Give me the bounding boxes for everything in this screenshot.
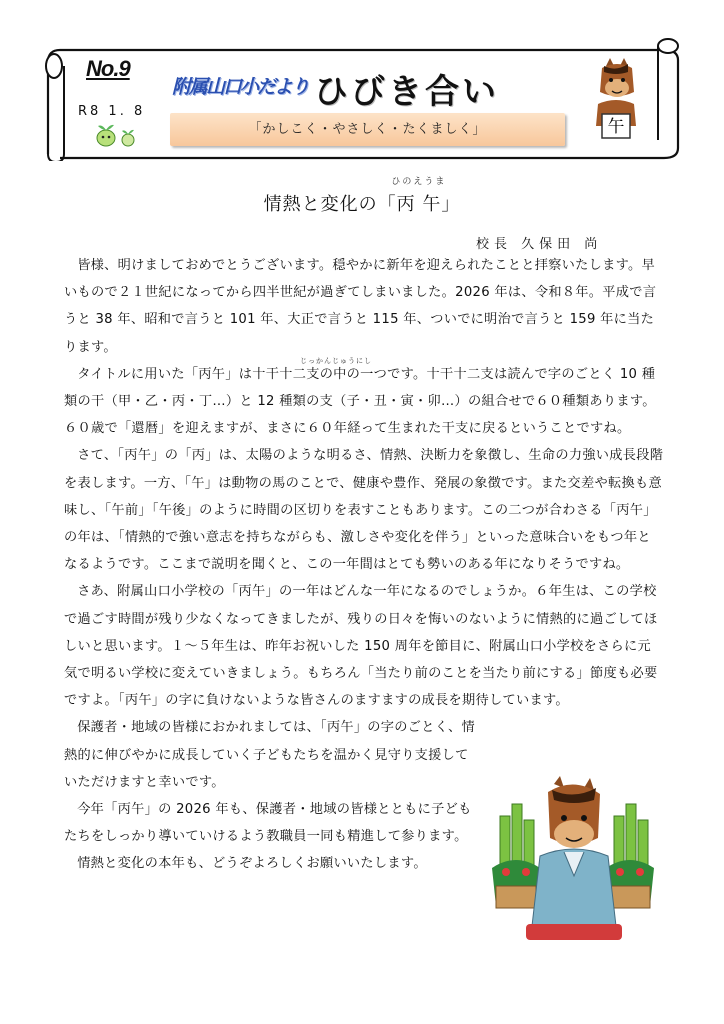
jikkan-ruby: じっかんじゅうにし	[300, 357, 372, 365]
issue-number: No.9	[86, 56, 130, 81]
paragraph-3: さて、「丙午」の「丙」は、太陽のような明るさ、情熱、決断力を象徴し、生命の力強い成長段階を表します。一方、「午」は動物の馬のことで、健康や豊作、発展の象徴です。また交差や転換も意味し、「午前」「午後」のように時間の区切りを表すこともあります。この二つが合わさる「丙午」の年は、「情熱的で強い意志を持ちながらも、激しさや変化を伴う」といった意味合いをもつ年となるようです。ここまで説明を聞くと、この一年間はとても勢いのある年になりそうですね。	[64, 448, 664, 573]
horse-with-kadomatsu-illustration	[486, 776, 662, 948]
horse-with-sign-icon	[592, 58, 640, 146]
motto-banner	[170, 113, 565, 146]
issue-date: R8 1. 8	[78, 104, 146, 119]
paragraph-1: 皆様、明けましておめでとうございます。穏やかに新年を迎えられたことと拝察いたします。早いもので２１世紀になってから四半世紀が過ぎてしまいました。2026 年は、令和８年。平成で言うと 38 年、昭和で言うと 101 年、大正で言うと 115 年、ついでに明治で言うと 159 年に当たります。	[64, 258, 657, 355]
paragraph-5: 保護者・地域の皆様におかれましては、「丙午」の字のごとく、情熱的に伸びやかに成長していく子どもたちを温かく見守り支援していただけますと幸いです。	[64, 720, 475, 790]
article-title: 情熱と変化の「丙 午」	[263, 194, 461, 215]
article-author: 校長 久保田 尚	[476, 237, 603, 252]
kadomatsu-right-icon	[606, 804, 654, 908]
horse-in-kimono-icon	[526, 776, 622, 940]
paragraph-6: 今年「丙午」の 2026 年も、保護者・地域の皆様とともに子どもたちをしっかり導いていけるよう教職員一同も精進して参ります。	[64, 802, 472, 845]
article-heading	[0, 178, 724, 216]
school-newsletter-name: 附属山口小だより	[172, 76, 309, 98]
horse-sign-char: 午	[607, 117, 625, 137]
paragraph-4: さあ、附属山口小学校の「丙午」の一年はどんな一年になるのでしょうか。６年生は、この学校で過ごす時間が残り少なくなってきましたが、残りの日々を悔いのないように情熱的に過ごしてほしいと思います。１～５年生は、昨年お祝いした 150 周年を節目に、附属山口小学校をさらに元気で明るい学校に変えていきましょう。もちろん「当たり前のことを当たり前にする」節度も必要ですよ。「丙午」の字に負けないような皆さんのますますの成長を期待しています。	[64, 584, 658, 709]
kadomatsu-left-icon	[492, 804, 540, 908]
paragraph-7: 情熱と変化の本年も、どうぞよろしくお願いいたします。	[77, 856, 427, 872]
article-title-ruby: ひのえうま	[391, 177, 447, 187]
sprout-mascot-icon	[94, 122, 140, 148]
newsletter-title: ひびき合い	[314, 72, 499, 112]
school-motto: 「かしこく・やさしく・たくましく」	[248, 122, 487, 137]
paragraph-2: タイトルに用いた「丙午」は十干十二支の中の一つです。十干十二支は読んで字のごとく 10 種類の干（甲・乙・丙・丁…）と 12 種類の支（子・丑・寅・卯…）の組合せで６０種類あります。６０歳で「還暦」を迎えますが、まさに６０年経って生まれた干支に戻るということですね。	[64, 366, 656, 437]
